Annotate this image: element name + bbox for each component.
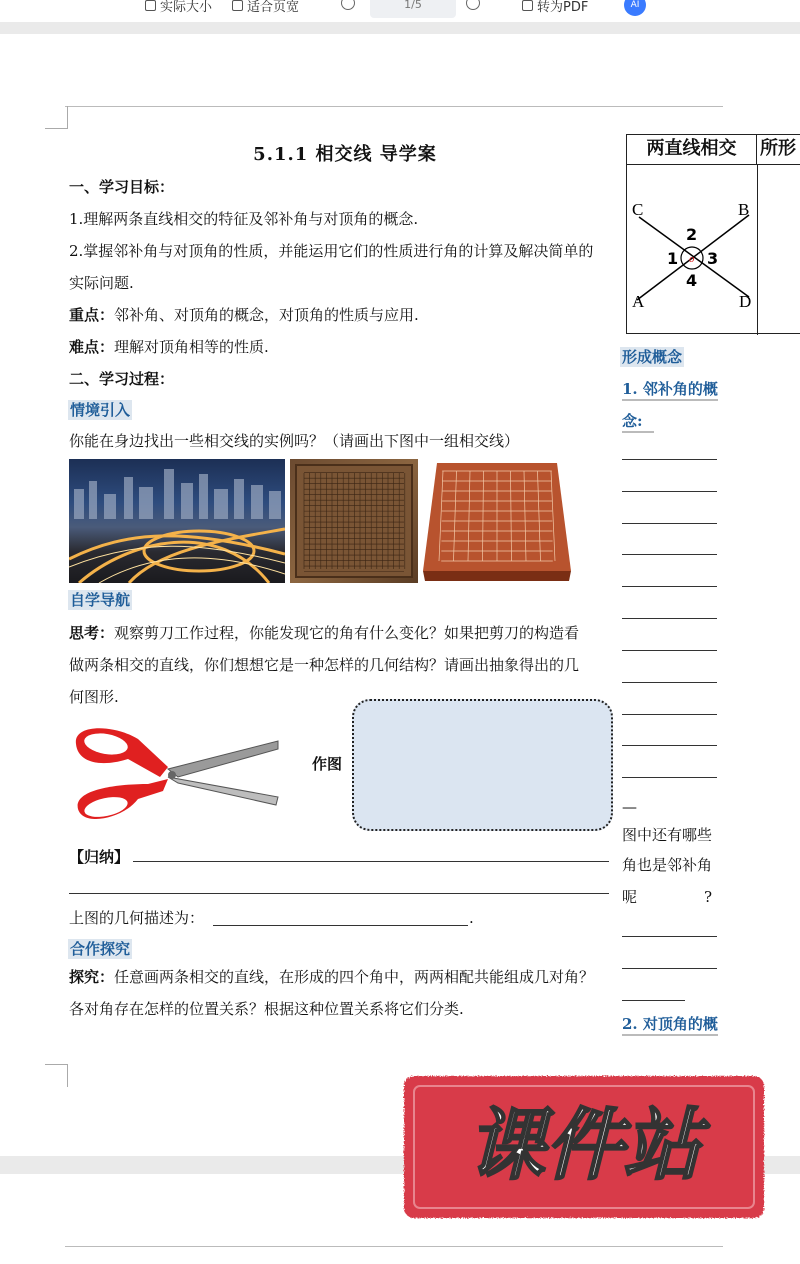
header-rule bbox=[65, 106, 723, 107]
point-c-label: C bbox=[632, 200, 644, 219]
chinese-chess-board-image bbox=[423, 459, 571, 583]
intersecting-lines-diagram bbox=[627, 165, 757, 335]
svg-text:o: o bbox=[689, 255, 695, 265]
next-page-icon[interactable] bbox=[466, 0, 480, 10]
side-question-c: 呢 bbox=[622, 888, 638, 906]
section-2-heading: 二、学习过程： bbox=[69, 370, 175, 388]
geo-description-line[interactable] bbox=[213, 925, 468, 926]
pdf-icon bbox=[522, 0, 533, 11]
side-question-b: 角也是邻补角 bbox=[622, 856, 713, 874]
header-rule bbox=[65, 1246, 723, 1247]
watermark-stamp bbox=[400, 1072, 768, 1222]
doc-title: 5.1.1 相交线 导学案 bbox=[253, 144, 437, 165]
side-answer-line[interactable] bbox=[622, 618, 717, 619]
side-answer-line[interactable] bbox=[622, 586, 717, 587]
side-answer-line[interactable] bbox=[622, 554, 717, 555]
key-point: 重点：邻补角、对顶角的概念，对顶角的性质与应用. bbox=[69, 306, 419, 324]
angle-4-label: 4 bbox=[686, 271, 698, 290]
to-pdf-button[interactable]: 转为PDF bbox=[522, 0, 588, 15]
goal-2: 2.掌握邻补角与对顶角的性质，并能运用它们的性质进行角的计算及解决简单的 bbox=[69, 242, 594, 260]
angle-3-label: 3 bbox=[707, 249, 719, 268]
explore-line-1: 探究：任意画两条相交的直线，在形成的四个角中，两两相配共能组成几对角？ bbox=[69, 968, 595, 986]
geo-description-label: 上图的几何描述为： bbox=[69, 909, 205, 927]
point-a-label: A bbox=[632, 292, 645, 311]
section-coop-label: 合作探究 bbox=[70, 940, 131, 958]
side-answer-line[interactable] bbox=[622, 1000, 685, 1001]
viewer-toolbar bbox=[0, 0, 800, 22]
summary-answer-line-2[interactable] bbox=[69, 893, 609, 894]
side-answer-line[interactable] bbox=[622, 523, 717, 524]
table-header-2: 所形 bbox=[757, 135, 800, 165]
side-section-concept: 形成概念 bbox=[622, 348, 683, 366]
point-d-label: D bbox=[739, 292, 752, 311]
fit-width-button[interactable]: 适合页宽 bbox=[232, 0, 299, 15]
side-answer-line[interactable] bbox=[622, 650, 717, 651]
side-answer-line[interactable] bbox=[622, 714, 717, 715]
side-answer-line[interactable] bbox=[622, 745, 717, 746]
scissors-image bbox=[68, 719, 283, 829]
point-b-label: B bbox=[738, 200, 750, 219]
angle-2-label: 2 bbox=[686, 225, 698, 244]
crop-mark bbox=[45, 1064, 68, 1087]
think-line-3: 何图形. bbox=[69, 688, 119, 706]
difficult-point: 难点：理解对顶角相等的性质. bbox=[69, 338, 269, 356]
geo-description-period: . bbox=[469, 909, 474, 927]
crop-mark bbox=[45, 106, 68, 129]
ai-button[interactable]: AI bbox=[624, 0, 646, 16]
actual-size-button[interactable]: 实际大小 bbox=[145, 0, 212, 15]
section-self-study-label: 自学导航 bbox=[70, 591, 131, 609]
draw-label: 作图 bbox=[312, 755, 343, 773]
summary-label: 【归纳】 bbox=[69, 848, 130, 866]
side-dash: — bbox=[622, 798, 637, 816]
side-answer-line[interactable] bbox=[622, 491, 717, 492]
goal-2-cont: 实际问题. bbox=[69, 274, 134, 292]
side-concept-1a: 1. 邻补角的概 bbox=[622, 379, 718, 401]
side-answer-line[interactable] bbox=[622, 682, 717, 683]
intro-question: 你能在身边找出一些相交线的实例吗？（请画出下图中一组相交线） bbox=[69, 432, 520, 450]
summary-answer-line[interactable] bbox=[133, 861, 609, 862]
goal-1: 1.理解两条直线相交的特征及邻补角与对顶角的概念. bbox=[69, 210, 419, 228]
document-page bbox=[0, 34, 800, 1156]
explore-line-2: 各对角存在怎样的位置关系？根据这种位置关系将它们分类. bbox=[69, 1000, 464, 1018]
think-line-2: 做两条相交的直线，你们想想它是一种怎样的几何结构？请画出抽象得出的几 bbox=[69, 656, 580, 674]
side-question-mark: ? bbox=[704, 888, 713, 906]
table-header-1: 两直线相交 bbox=[627, 135, 757, 165]
intersect-table bbox=[626, 134, 800, 334]
drawing-area[interactable] bbox=[352, 699, 613, 831]
side-answer-line[interactable] bbox=[622, 459, 717, 460]
think-line-1: 思考：观察剪刀工作过程，你能发现它的角有什么变化？如果把剪刀的构造看 bbox=[69, 624, 580, 642]
angle-1-label: 1 bbox=[667, 249, 679, 268]
side-concept-2: 2. 对顶角的概 bbox=[622, 1014, 718, 1036]
side-answer-line[interactable] bbox=[622, 936, 717, 937]
section-1-heading: 一、学习目标： bbox=[69, 178, 175, 196]
watermark-text: 课件站 bbox=[466, 1101, 702, 1191]
go-board-image bbox=[290, 459, 418, 583]
side-answer-line[interactable] bbox=[622, 777, 717, 778]
section-intro-label: 情境引入 bbox=[70, 401, 131, 419]
highway-interchange-image bbox=[69, 459, 285, 583]
fit-width-icon bbox=[232, 0, 243, 11]
prev-page-icon[interactable] bbox=[341, 0, 355, 10]
side-answer-line[interactable] bbox=[622, 968, 717, 969]
side-concept-1b: 念: bbox=[622, 411, 654, 433]
page-indicator[interactable]: 1/5 bbox=[370, 0, 456, 18]
table-divider bbox=[757, 165, 758, 335]
actual-size-icon bbox=[145, 0, 156, 11]
side-question-a: 图中还有哪些 bbox=[622, 826, 713, 844]
